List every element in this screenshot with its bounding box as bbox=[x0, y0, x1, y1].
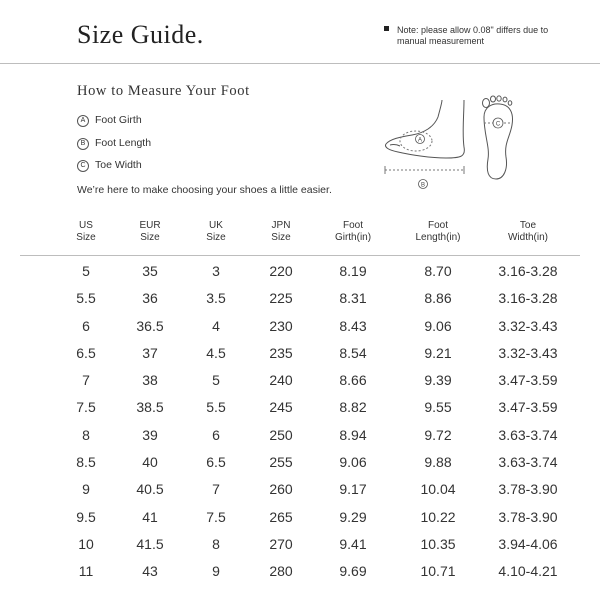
table-row bbox=[20, 258, 580, 285]
legend-item-length bbox=[77, 137, 151, 150]
table-cell: 5.5 bbox=[76, 290, 96, 307]
table-cell: 245 bbox=[269, 399, 293, 416]
table-cell: 8.31 bbox=[339, 290, 367, 307]
column-header-text: Size bbox=[76, 232, 96, 243]
table-cell: 3.32-3.43 bbox=[498, 317, 558, 334]
legend-label: Foot Girth bbox=[95, 114, 142, 126]
table-row bbox=[20, 476, 580, 503]
column-header-text: Size bbox=[140, 232, 160, 243]
table-cell: 280 bbox=[269, 563, 293, 580]
table-cell: 3.94-4.06 bbox=[498, 535, 558, 552]
legend-item-girth bbox=[77, 114, 142, 127]
table-cell: 240 bbox=[269, 372, 293, 389]
column-header-text: Foot bbox=[427, 220, 448, 231]
column-header-uk bbox=[206, 220, 225, 244]
page-title: Size Guide. bbox=[77, 20, 204, 49]
table-cell: 10.35 bbox=[420, 535, 456, 552]
column-header-text: UK bbox=[209, 220, 223, 231]
table-cell: 6.5 bbox=[76, 344, 96, 361]
legend-letter: C bbox=[77, 160, 89, 172]
table-cell: 9 bbox=[82, 481, 90, 498]
column-header-text: Size bbox=[206, 232, 226, 243]
measurement-note bbox=[384, 25, 574, 47]
column-header-toe-width bbox=[508, 220, 548, 244]
table-cell: 3.16-3.28 bbox=[498, 290, 558, 307]
table-cell: 265 bbox=[269, 508, 293, 525]
table-cell: 8.94 bbox=[339, 426, 367, 443]
table-cell: 9.06 bbox=[424, 317, 452, 334]
table-cell: 7 bbox=[212, 481, 220, 498]
table-cell: 5 bbox=[212, 372, 220, 389]
legend-label: Foot Length bbox=[95, 137, 152, 149]
legend-letter: B bbox=[77, 138, 89, 150]
foot-measure-illustration bbox=[376, 95, 576, 200]
table-cell: 6 bbox=[212, 426, 220, 443]
table-cell: 6.5 bbox=[206, 454, 226, 471]
table-cell: 36 bbox=[142, 290, 158, 307]
legend-letter: A bbox=[77, 115, 89, 127]
column-header-text: Width(in) bbox=[507, 232, 549, 243]
table-cell: 8.43 bbox=[339, 317, 367, 334]
table-cell: 9.29 bbox=[339, 508, 367, 525]
legend-item-width bbox=[77, 159, 142, 172]
table-row bbox=[20, 394, 580, 421]
table-cell: 38 bbox=[142, 372, 158, 389]
column-header-length bbox=[415, 220, 460, 244]
note-bullet bbox=[384, 26, 389, 31]
table-cell: 41 bbox=[142, 508, 158, 525]
table-cell: 9.21 bbox=[424, 344, 452, 361]
table-cell: 3.16-3.28 bbox=[498, 263, 558, 279]
column-header-text: Size bbox=[271, 232, 291, 243]
table-cell: 8.82 bbox=[339, 399, 367, 416]
table-cell: 8.5 bbox=[76, 454, 96, 471]
table-cell: 4 bbox=[212, 317, 220, 334]
table-cell: 260 bbox=[269, 481, 293, 498]
table-cell: 37 bbox=[142, 344, 158, 361]
column-header-girth bbox=[335, 220, 371, 244]
table-cell: 8.66 bbox=[339, 372, 367, 389]
table-cell: 3.47-3.59 bbox=[498, 372, 558, 389]
table-cell: 8.86 bbox=[424, 290, 452, 307]
table-row bbox=[20, 449, 580, 476]
table-cell: 10.71 bbox=[420, 563, 456, 580]
table-cell: 225 bbox=[269, 290, 293, 307]
table-cell: 11 bbox=[78, 563, 94, 580]
column-header-us bbox=[76, 220, 95, 244]
table-row bbox=[20, 531, 580, 558]
column-header-text: Foot bbox=[342, 220, 363, 231]
table-cell: 8.70 bbox=[424, 263, 452, 279]
tagline: We’re here to make choosing your shoes a little easier. bbox=[77, 184, 332, 196]
table-cell: 9 bbox=[212, 563, 220, 580]
table-cell: 10.22 bbox=[420, 508, 456, 525]
foot-sole-view-icon bbox=[483, 96, 513, 179]
table-header bbox=[20, 220, 580, 254]
table-cell: 3.63-3.74 bbox=[498, 454, 558, 471]
table-cell: 3.63-3.74 bbox=[498, 426, 558, 443]
svg-text:A: A bbox=[417, 137, 423, 144]
column-header-text: Girth(in) bbox=[334, 232, 372, 243]
table-cell: 5.5 bbox=[206, 399, 226, 416]
foot-side-view-icon bbox=[386, 100, 465, 158]
table-cell: 10.04 bbox=[420, 481, 456, 498]
table-cell: 270 bbox=[269, 535, 293, 552]
table-cell: 40.5 bbox=[136, 481, 164, 498]
table-cell: 9.17 bbox=[339, 481, 367, 498]
header-divider bbox=[0, 63, 600, 64]
table-row bbox=[20, 367, 580, 394]
table-cell: 9.72 bbox=[424, 426, 452, 443]
table-cell: 230 bbox=[269, 317, 293, 334]
table-cell: 10 bbox=[78, 535, 94, 552]
table-cell: 8.54 bbox=[339, 344, 367, 361]
table-row bbox=[20, 313, 580, 340]
size-table-body bbox=[20, 258, 580, 586]
table-cell: 235 bbox=[269, 344, 293, 361]
svg-text:C: C bbox=[495, 121, 501, 128]
table-cell: 9.06 bbox=[339, 454, 367, 471]
table-cell: 3 bbox=[212, 263, 220, 279]
table-cell: 39 bbox=[142, 426, 158, 443]
table-cell: 36.5 bbox=[136, 317, 164, 334]
column-header-text: JPN bbox=[271, 220, 291, 231]
table-cell: 9.41 bbox=[339, 535, 367, 552]
column-header-text: US bbox=[79, 220, 93, 231]
table-cell: 9.88 bbox=[424, 454, 452, 471]
table-row bbox=[20, 504, 580, 531]
column-header-text: Toe bbox=[519, 220, 537, 231]
table-cell: 38.5 bbox=[136, 399, 164, 416]
table-row bbox=[20, 422, 580, 449]
table-cell: 6 bbox=[82, 317, 90, 334]
table-cell: 9.55 bbox=[424, 399, 452, 416]
table-cell: 43 bbox=[142, 563, 158, 580]
table-cell: 3.78-3.90 bbox=[498, 508, 558, 525]
measure-section-title: How to Measure Your Foot bbox=[77, 83, 250, 99]
table-cell: 220 bbox=[269, 263, 293, 279]
table-cell: 9.5 bbox=[76, 508, 96, 525]
table-cell: 3.78-3.90 bbox=[498, 481, 558, 498]
column-header-eur bbox=[139, 220, 160, 244]
svg-text:B: B bbox=[420, 182, 426, 189]
column-header-text: EUR bbox=[139, 220, 161, 231]
table-cell: 41.5 bbox=[136, 535, 164, 552]
table-row bbox=[20, 340, 580, 367]
table-cell: 9.39 bbox=[424, 372, 452, 389]
table-row bbox=[20, 558, 580, 585]
table-cell: 255 bbox=[269, 454, 293, 471]
table-cell: 7.5 bbox=[76, 399, 96, 416]
table-cell: 7.5 bbox=[206, 508, 226, 525]
table-cell: 5 bbox=[82, 263, 90, 279]
table-cell: 4.10-4.21 bbox=[498, 563, 558, 580]
column-header-jpn bbox=[271, 220, 290, 244]
table-cell: 35 bbox=[142, 263, 158, 279]
table-cell: 3.47-3.59 bbox=[498, 399, 558, 416]
table-cell: 40 bbox=[142, 454, 158, 471]
table-cell: 7 bbox=[82, 372, 90, 389]
table-cell: 4.5 bbox=[206, 344, 226, 361]
table-cell: 3.32-3.43 bbox=[498, 344, 558, 361]
table-cell: 9.69 bbox=[339, 563, 367, 580]
table-divider bbox=[20, 255, 580, 256]
table-cell: 250 bbox=[269, 426, 293, 443]
table-cell: 8 bbox=[212, 535, 220, 552]
column-header-text: Length(in) bbox=[415, 232, 461, 243]
table-cell: 3.5 bbox=[206, 290, 226, 307]
note-text: Note: please allow 0.08" differs due to manual measurement bbox=[397, 25, 549, 46]
legend-label: Toe Width bbox=[95, 159, 142, 171]
table-cell: 8 bbox=[82, 426, 90, 443]
table-cell: 8.19 bbox=[339, 263, 367, 279]
table-row bbox=[20, 285, 580, 312]
